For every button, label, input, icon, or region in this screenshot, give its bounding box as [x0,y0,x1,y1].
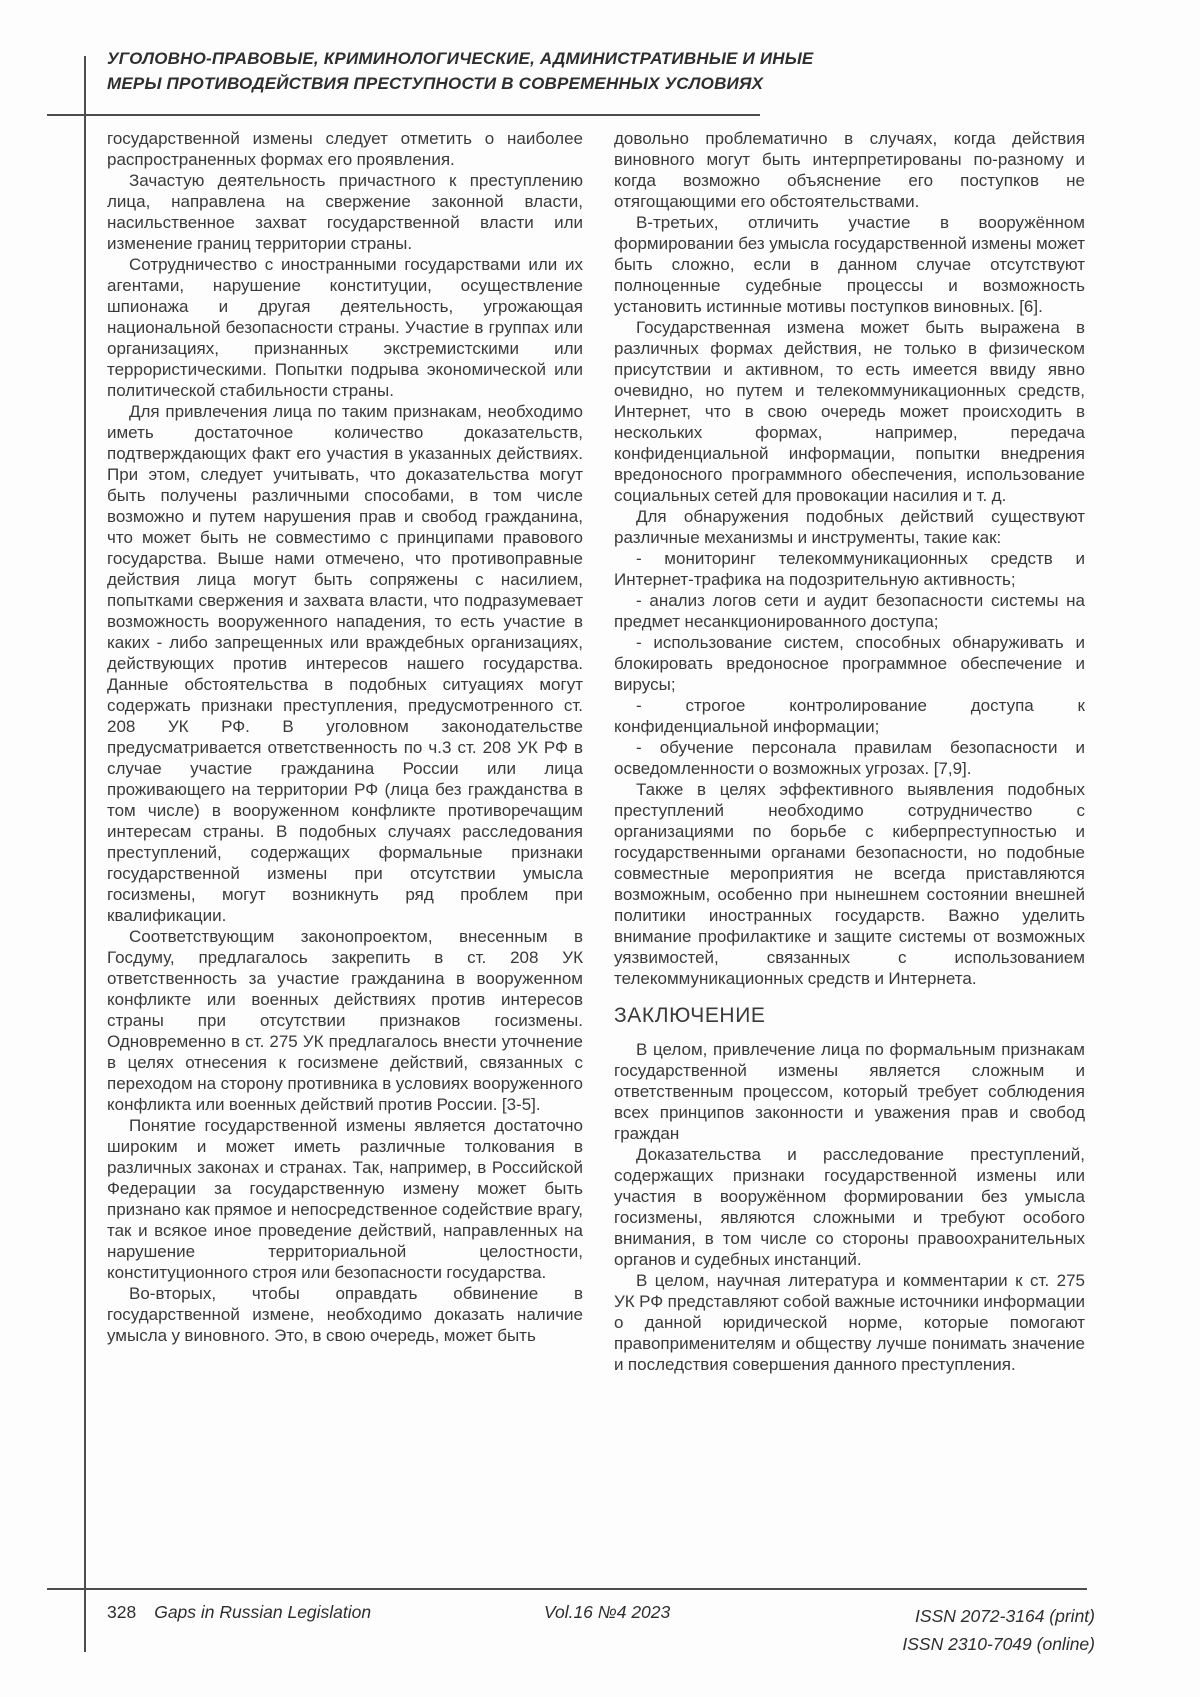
journal-title: Gaps in Russian Legislation [154,1602,372,1622]
header-rule [47,114,760,116]
paragraph: Соответствующим законопроектом, внесенным в Госдуму, предлагалось закрепить в ст. 208 УК ответственность за участие гражданина в вооруженном конфликте или военных действиях против интересов страны при отсутствии признаков госизмены. Одновременно в ст. 275 УК предлагалось внести уточнение в целях отнесения к госизмене действий, связанных с переходом на сторону противника в условиях вооруженного конфликта или военных действий против России. [3-5]. [107,927,583,1114]
paragraph: Государственная измена может быть выражена в различных формах действия, не только в физическом присутствии и активном, то есть имеется ввиду явно очевидно, но путем и телекоммуникационных средств, Интернет, что в свою очередь может происходить в нескольких формах, например, передача конфиденциальной информации, попытки внедрения вредоносного программного обеспечения, использование социальных сетей для провокации насилия и т. д. [614,318,1085,505]
left-column [107,128,583,1375]
paragraph: Сотрудничество с иностранными государствами или их агентами, нарушение конституции, осуществление шпионажа и другая деятельность, угрожающая национальной безопасности страны. Участие в группах или организациях, признанных экстремистскими или террористическими. Попытки подрыва экономической или политической стабильности страны. [107,255,583,400]
list-item-dash: - обучение персонала правилам безопасности и осведомленности о возможных угрозах. [7,9]. [614,738,1085,778]
footer-left [107,1602,371,1623]
page-number: 328 [107,1602,137,1622]
list-item-dash: - мониторинг телекоммуникационных средств и Интернет-трафика на подозрительную активность; [614,549,1085,589]
paragraph: Во-вторых, чтобы оправдать обвинение в государственной измене, необходимо доказать наличие умысла у виновного. Это, в свою очередь, может быть [107,1284,583,1345]
running-header [107,46,827,96]
paragraph: В-третьих, отличить участие в вооружённом формировании без умысла государственной измены может быть сложно, если в данном случае отсутствуют полноценные судебные процессы и возможность установить истинные мотивы поступков виновных. [6]. [614,213,1085,316]
paragraph: Зачастую деятельность причастного к преступлению лица, направлена на свержение законной власти, насильственное захват государственной власти или изменение границ территории страны. [107,171,583,253]
paragraph: Для обнаружения подобных действий существуют различные механизмы и инструменты, такие как: [614,507,1085,547]
volume-issue: Vol.16 №4 2023 [543,1602,671,1622]
paragraph: Доказательства и расследование преступлений, содержащих признаки государственной измены или участия в вооружённом формировании без умысла госизмены, являются сложными и требуют особого внимания, в том числе со стороны правоохранительных органов и судебных инстанций. [614,1145,1085,1269]
right-column [614,128,1085,1375]
list-item-dash: - анализ логов сети и аудит безопасности системы на предмет несанкционированного доступа; [614,591,1085,631]
list-item-dash: - использование систем, способных обнаруживать и блокировать вредоносное программное обеспечение и вирусы; [614,633,1085,694]
running-header-line1: УГОЛОВНО-ПРАВОВЫЕ, КРИМИНОЛОГИЧЕСКИЕ, АДМИНИСТРАТИВНЫЕ И ИНЫЕ [107,49,814,68]
issn-block [902,1602,1095,1658]
issn-online: ISSN 2310-7049 (online) [902,1634,1095,1654]
list-item-dash: - строгое контролирование доступа к конфиденциальной информации; [614,696,1085,736]
conclusion-heading: ЗАКЛЮЧЕНИЕ [614,1004,766,1027]
paragraph: Для привлечения лица по таким признакам, необходимо иметь достаточное количество доказательств, подтверждающих факт его участия в указанных действиях. При этом, следует учитывать, что доказательства могут быть получены различными способами, в том числе возможно и путем нарушения прав и свобод гражданина, что может быть не совместимо с принципами правового государства. Выше нами отмечено, что противоправные действия лица могут быть сопряжены с насилием, попытками свержения и захвата власти, что подразумевает возможность вооруженного нападения, то есть участие в каких - либо запрещенных или враждебных организациях, действующих против интересов нашего государства. Данные обстоятельства в подобных ситуациях могут содержать признаки преступления, предусмотренного ст. 208 УК РФ. В уголовном законодательстве предусматривается ответственность по ч.3 ст. 208 УК РФ в случае участие гражданина России или лица проживающего на территории РФ (лица без гражданства в том числе) в вооруженном конфликте противоречащим интересам страны. В подобных случаях расследования преступлений, содержащих формальные признаки государственной измены при отсутствии умысла госизмены, могут возникнуть ряд проблем при квалификации. [107,402,583,925]
paragraph: Также в целях эффективного выявления подобных преступлений необходимо сотрудничество с организациями по борьбе с киберпреступностью и государственными органами безопасности, но подобные совместные мероприятия не всегда приставляются возможным, особенно при нынешнем состоянии внешней политики иностранных государств. Важно уделить внимание профилактике и защите системы от возможных уязвимостей, связанных с использованием телекоммуникационных средств и Интернета. [614,780,1085,988]
paragraph: В целом, привлечение лица по формальным признакам государственной измены является сложным и ответственным процессом, который требует соблюдения всех принципов законности и уважения прав и свобод граждан [614,1040,1085,1143]
paragraph: Понятие государственной измены является достаточно широким и может иметь различные толкования в различных законах и странах. Так, например, в Российской Федерации за государственную измену может быть признано как прямое и непосредственное содействие врагу, так и всякое иное проведение действий, направленных на нарушение территориальной целостности, конституционного строя или безопасности государства. [107,1116,583,1282]
left-margin-rule [84,56,86,1652]
issn-print: ISSN 2072-3164 (print) [915,1606,1095,1626]
footer-rule [47,1588,1087,1590]
paragraph: В целом, научная литература и комментарии к ст. 275 УК РФ представляют собой важные источники информации о данной юридической норме, которые помогают правоприменителям и обществу лучше понимать значение и последствия совершения данного преступления. [614,1271,1086,1374]
paragraph: государственной измены следует отметить о наиболее распространенных формах его проявления. [107,129,583,169]
article-body [107,128,1085,1375]
running-header-line2: МЕРЫ ПРОТИВОДЕЙСТВИЯ ПРЕСТУПНОСТИ В СОВРЕМЕННЫХ УСЛОВИЯХ [107,74,764,93]
paragraph: довольно проблематично в случаях, когда действия виновного могут быть интерпретированы по-разному и когда возможно объяснение его поступков не отягощающими его обстоятельствами. [614,129,1085,211]
